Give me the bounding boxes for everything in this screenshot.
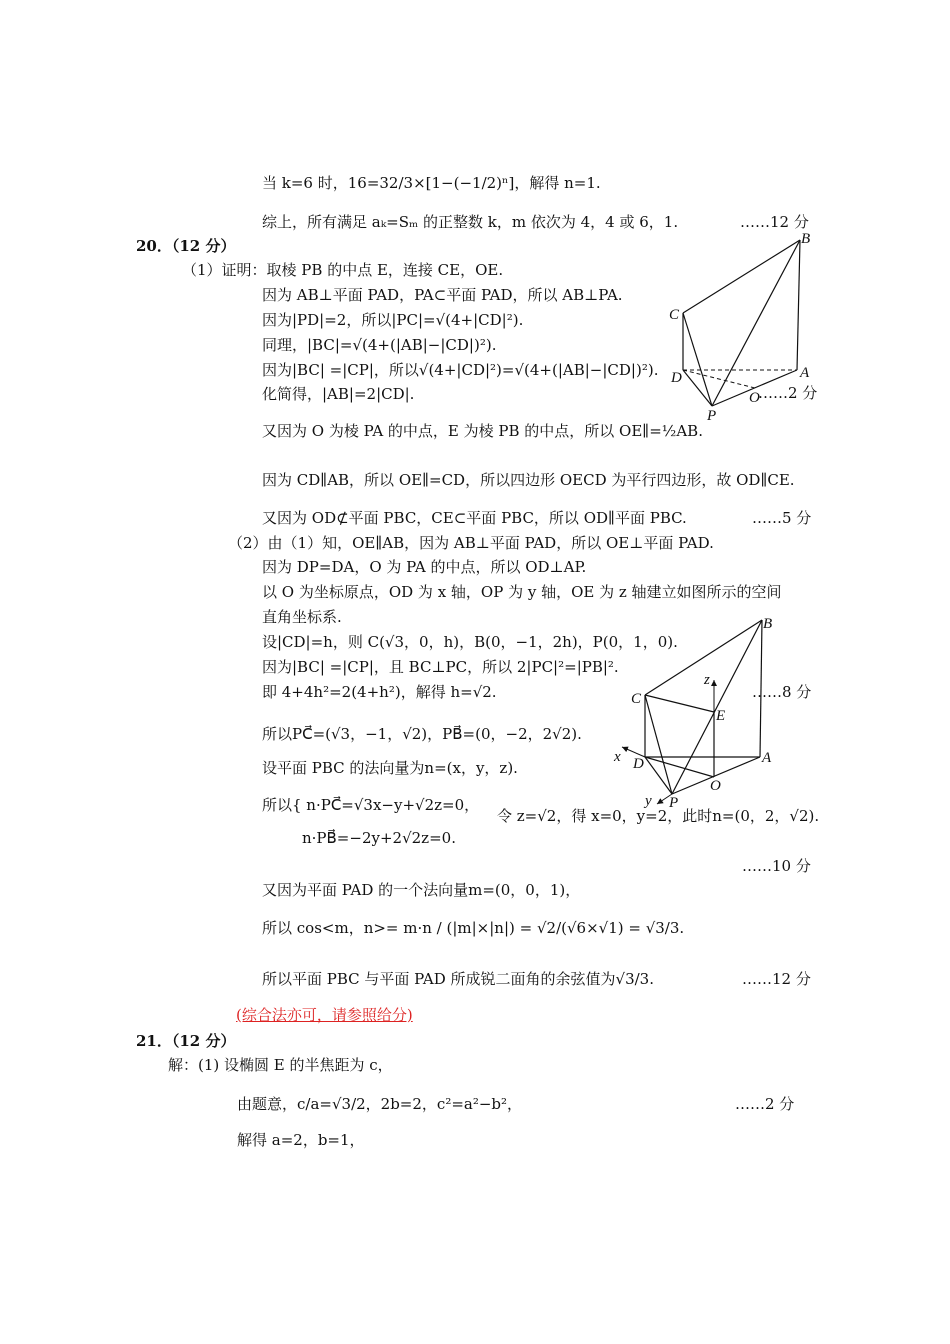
q21-line-2: 由题意，c/a=√3/2，2b=2，c²=a²−b²， — [237, 1095, 523, 1113]
cosine-line: 所以 cos<m，n>= m·n / (|m|×|n|) = √2/(√6×√1) = √3/3. — [262, 919, 685, 937]
fig2-label-x: x — [614, 749, 621, 765]
fig1-label-A: A — [800, 365, 810, 381]
part2-line-7: 即 4+4h²=2(4+h²)，解得 h=√2. — [262, 683, 497, 701]
fig1-edge-CB — [683, 240, 800, 313]
fig2-axis-y — [657, 794, 672, 804]
fig2-axis-x — [622, 747, 645, 757]
part2-line-1: （2）由（1）知，OE∥AB，因为 AB⊥平面 PAD，所以 OE⊥平面 PAD. — [228, 534, 714, 552]
score-12-a: ……12 分 — [740, 213, 809, 231]
proof-line-4: 同理，|BC|=√(4+(|AB|−|CD|)²). — [262, 336, 497, 354]
proof-line-7: 又因为 O 为棱 PA 的中点，E 为棱 PB 的中点，所以 OE∥=½AB. — [262, 422, 703, 440]
score-2-b: ……2 分 — [735, 1095, 795, 1113]
fig2-edge-DP — [645, 757, 672, 794]
fig2-edge-BP — [672, 620, 762, 794]
grading-note: (综合法亦可，请参照给分) — [236, 1006, 413, 1024]
proof-line-3: 因为|PD|=2，所以|PC|=√(4+|CD|²). — [262, 311, 524, 329]
score-5: ……5 分 — [752, 509, 812, 527]
part2-line-2: 因为 DP=DA，O 为 PA 的中点，所以 OD⊥AP. — [262, 558, 587, 576]
proof-line-1: （1）证明：取棱 PB 的中点 E，连接 CE，OE. — [182, 261, 504, 279]
fig1-edge-BP — [712, 240, 800, 406]
system-eq-1: 所以{ n·PC⃗=√3x−y+√2z=0， — [262, 796, 480, 814]
question-21-heading: 21．（12 分） — [136, 1032, 236, 1050]
fig1-label-D: D — [671, 370, 682, 386]
fig2-edge-CE — [645, 695, 714, 712]
score-2-a: ……2 分 — [758, 384, 818, 402]
fig1-edge-BA — [797, 240, 800, 370]
score-10: ……10 分 — [742, 857, 811, 875]
fig2-label-E: E — [716, 708, 726, 724]
fig2-edge-DO — [645, 757, 714, 777]
proof-line-5: 因为|BC| =|CP|，所以√(4+|CD|²)=√(4+(|AB|−|CD|)²). — [262, 361, 659, 379]
fig2-edge-CP — [645, 695, 672, 794]
score-8: ……8 分 — [752, 683, 812, 701]
fig2-label-P: P — [669, 795, 679, 811]
fig2-edge-PA — [672, 757, 760, 794]
q21-line-3: 解得 a=2，b=1， — [237, 1131, 365, 1149]
fig1-edge-CP — [683, 313, 712, 406]
question-20-heading: 20．（12 分） — [136, 237, 236, 255]
part2-line-6: 因为|BC| =|CP|，且 BC⊥PC，所以 2|PC|²=|PB|². — [262, 658, 619, 676]
fig2-label-z: z — [704, 672, 710, 688]
part2-line-5: 设|CD|=h，则 C(√3，0，h)，B(0，−1，2h)，P(0，1，0). — [262, 633, 678, 651]
fig2-label-C: C — [631, 691, 642, 707]
score-12-b: ……12 分 — [742, 970, 811, 988]
system-eq-2: n·PB⃗=−2y+2√2z=0. — [302, 829, 456, 847]
fig1-edge-DP — [683, 370, 712, 406]
proof-line-2: 因为 AB⊥平面 PAD，PA⊂平面 PAD，所以 AB⊥PA. — [262, 286, 623, 304]
line-k6: 当 k=6 时，16=32/3×[1−(−1/2)ⁿ]，解得 n=1. — [262, 174, 601, 192]
fig2-label-O: O — [710, 778, 721, 794]
fig1-label-O: O — [749, 390, 760, 406]
part2-line-3: 以 O 为坐标原点，OD 为 x 轴，OP 为 y 轴，OE 为 z 轴建立如图所示的空间 — [262, 583, 782, 601]
fig1-label-P: P — [707, 408, 717, 424]
part2-line-9: 设平面 PBC 的法向量为n=(x，y，z). — [262, 759, 518, 777]
fig2-label-A: A — [762, 750, 772, 766]
set-z-line: 令 z=√2，得 x=0，y=2，此时n=(0，2，√2). — [497, 807, 820, 825]
part2-line-13: 又因为平面 PAD 的一个法向量m=(0，0，1)， — [262, 881, 581, 899]
fig1-label-B: B — [801, 231, 811, 247]
proof-line-8: 因为 CD∥AB，所以 OE∥=CD，所以四边形 OECD 为平行四边形，故 OD∥CE. — [262, 471, 795, 489]
fig2-label-y: y — [645, 793, 652, 809]
part2-line-4: 直角坐标系. — [262, 608, 342, 626]
line-summary: 综上，所有满足 aₖ=Sₘ 的正整数 k，m 依次为 4，4 或 6，1. — [262, 213, 679, 231]
q21-line-1: 解：(1) 设椭圆 E 的半焦距为 c， — [168, 1056, 393, 1074]
fig2-label-D: D — [633, 756, 644, 772]
part2-line-8: 所以PC⃗=(√3，−1，√2)，PB⃗=(0，−2，2√2). — [262, 725, 582, 743]
fig2-label-B: B — [763, 616, 773, 632]
proof-line-9: 又因为 OD⊄平面 PBC，CE⊂平面 PBC，所以 OD∥平面 PBC. — [262, 509, 687, 527]
fig1-edge-DO — [683, 370, 755, 388]
fig1-label-C: C — [669, 307, 680, 323]
conclusion-line: 所以平面 PBC 与平面 PAD 所成锐二面角的余弦值为√3/3. — [262, 970, 654, 988]
proof-line-6: 化简得，|AB|=2|CD|. — [262, 385, 415, 403]
